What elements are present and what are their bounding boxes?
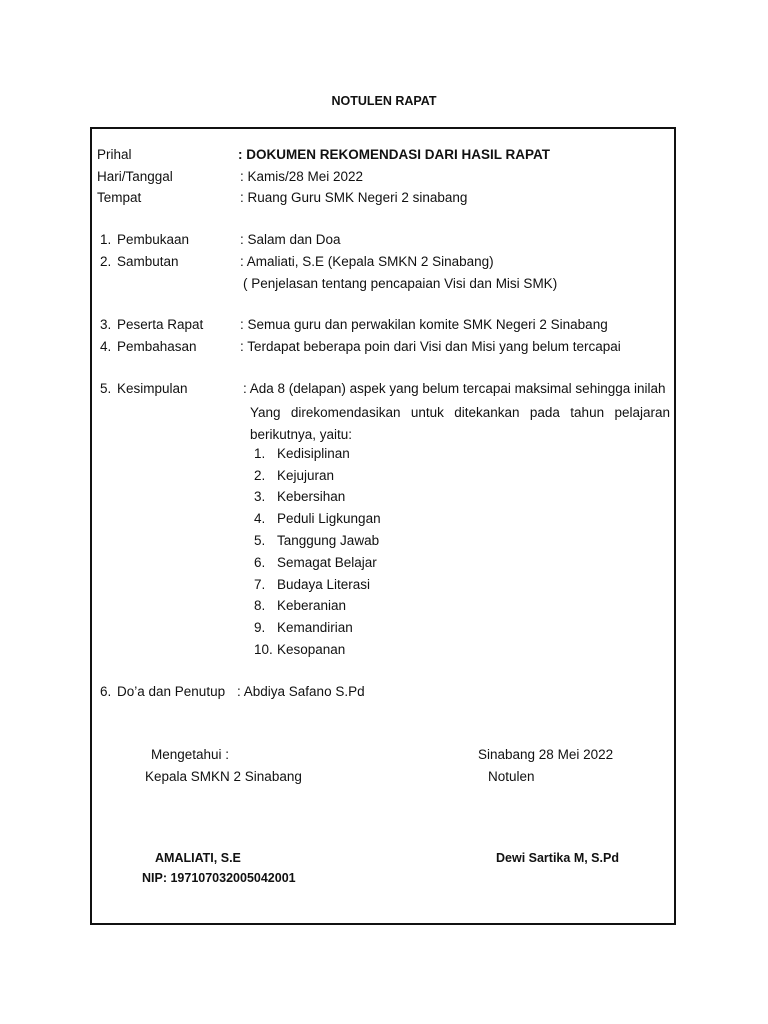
penutup-value: : Abdiya Safano S.Pd bbox=[237, 684, 365, 699]
list-number: 3. bbox=[254, 489, 266, 504]
peserta-label: Peserta Rapat bbox=[117, 317, 204, 332]
item-number: 2. bbox=[100, 254, 112, 269]
prihal-label: Prihal bbox=[97, 147, 132, 162]
list-number: 9. bbox=[254, 620, 266, 635]
pembukaan-label: Pembukaan bbox=[117, 232, 190, 247]
tempat-value: : Ruang Guru SMK Negeri 2 sinabang bbox=[240, 190, 468, 205]
kesimpulan-label: Kesimpulan bbox=[117, 381, 188, 396]
document-title: NOTULEN RAPAT bbox=[331, 94, 437, 108]
item-number: 3. bbox=[100, 317, 112, 332]
list-number: 4. bbox=[254, 511, 266, 526]
left-signature-position: Kepala SMKN 2 Sinabang bbox=[145, 769, 302, 784]
right-signature-date: Sinabang 28 Mei 2022 bbox=[478, 747, 614, 762]
pembukaan-value: : Salam dan Doa bbox=[240, 232, 341, 247]
kesimpulan-continuation: Yang direkomendasikan untuk ditekankan pada tahun pelajaran berikutnya, yaitu: bbox=[250, 405, 670, 442]
list-item: Kemandirian bbox=[277, 620, 353, 635]
item-number: 1. bbox=[100, 232, 112, 247]
left-signature-nip: NIP: 197107032005042001 bbox=[142, 871, 296, 885]
hari-tanggal-label: Hari/Tanggal bbox=[97, 169, 173, 184]
penutup-label: Do’a dan Penutup bbox=[117, 684, 226, 699]
sambutan-note: ( Penjelasan tentang pencapaian Visi dan Misi SMK) bbox=[243, 276, 558, 291]
item-number: 4. bbox=[100, 339, 112, 354]
pembahasan-label: Pembahasan bbox=[117, 339, 197, 354]
list-number: 5. bbox=[254, 533, 266, 548]
item-number: 5. bbox=[100, 381, 112, 396]
left-signature-heading: Mengetahui : bbox=[151, 747, 230, 762]
list-item: Kesopanan bbox=[277, 642, 346, 657]
kesimpulan-value: : Ada 8 (delapan) aspek yang belum tercapai maksimal sehingga inilah bbox=[243, 381, 666, 396]
peserta-value: : Semua guru dan perwakilan komite SMK Negeri 2 Sinabang bbox=[240, 317, 608, 332]
sambutan-value: : Amaliati, S.E (Kepala SMKN 2 Sinabang) bbox=[240, 254, 494, 269]
right-signature-position: Notulen bbox=[488, 769, 535, 784]
list-number: 7. bbox=[254, 577, 266, 592]
list-number: 10. bbox=[254, 642, 273, 657]
prihal-value: : DOKUMEN REKOMENDASI DARI HASIL RAPAT bbox=[238, 147, 551, 162]
list-number: 8. bbox=[254, 598, 266, 613]
list-item: Kebersihan bbox=[277, 489, 346, 504]
pembahasan-value: : Terdapat beberapa poin dari Visi dan Misi yang belum tercapai bbox=[240, 339, 621, 354]
list-item: Tanggung Jawab bbox=[277, 533, 380, 548]
list-item: Kedisiplinan bbox=[277, 446, 350, 461]
list-number: 2. bbox=[254, 468, 266, 483]
list-number: 1. bbox=[254, 446, 266, 461]
list-item: Semagat Belajar bbox=[277, 555, 377, 570]
list-number: 6. bbox=[254, 555, 266, 570]
tempat-label: Tempat bbox=[97, 190, 142, 205]
right-signature-name: Dewi Sartika M, S.Pd bbox=[496, 851, 619, 865]
list-item: Peduli Ligkungan bbox=[277, 511, 381, 526]
hari-tanggal-value: : Kamis/28 Mei 2022 bbox=[240, 169, 364, 184]
left-signature-name: AMALIATI, S.E bbox=[155, 851, 241, 865]
item-number: 6. bbox=[100, 684, 112, 699]
list-item: Kejujuran bbox=[277, 468, 335, 483]
list-item: Budaya Literasi bbox=[277, 577, 371, 592]
sambutan-label: Sambutan bbox=[117, 254, 179, 269]
list-item: Keberanian bbox=[277, 598, 347, 613]
